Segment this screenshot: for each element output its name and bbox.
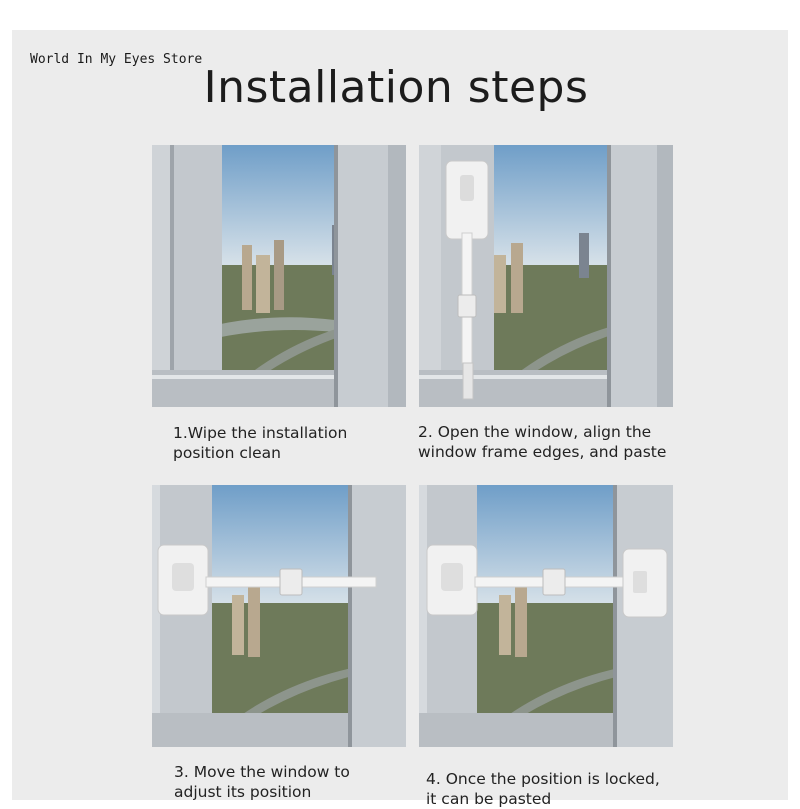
step-1-photo	[152, 145, 406, 407]
store-name: World In My Eyes Store	[30, 52, 203, 67]
step-2-caption	[418, 422, 666, 462]
step-4-caption-line-1: 4. Once the position is locked,	[426, 770, 660, 788]
step-4-caption	[426, 769, 660, 809]
step-2-photo	[419, 145, 673, 407]
page-title: Installation steps	[203, 62, 589, 113]
step-2-caption-line-2: window frame edges, and paste	[418, 443, 667, 461]
step-3-photo	[152, 485, 406, 747]
step-3-caption-line-2: adjust its position	[174, 783, 312, 801]
step-3-caption	[174, 762, 350, 802]
step-4-photo	[419, 485, 673, 747]
step-1-caption	[173, 423, 347, 463]
step-3-caption-line-1: 3. Move the window to	[174, 763, 350, 781]
step-4-caption-line-2: it can be pasted	[426, 790, 552, 808]
step-1-caption-line-2: position clean	[173, 444, 282, 462]
step-1-caption-line-1: 1.Wipe the installation	[173, 424, 348, 442]
step-2-caption-line-1: 2. Open the window, align the	[418, 423, 652, 441]
